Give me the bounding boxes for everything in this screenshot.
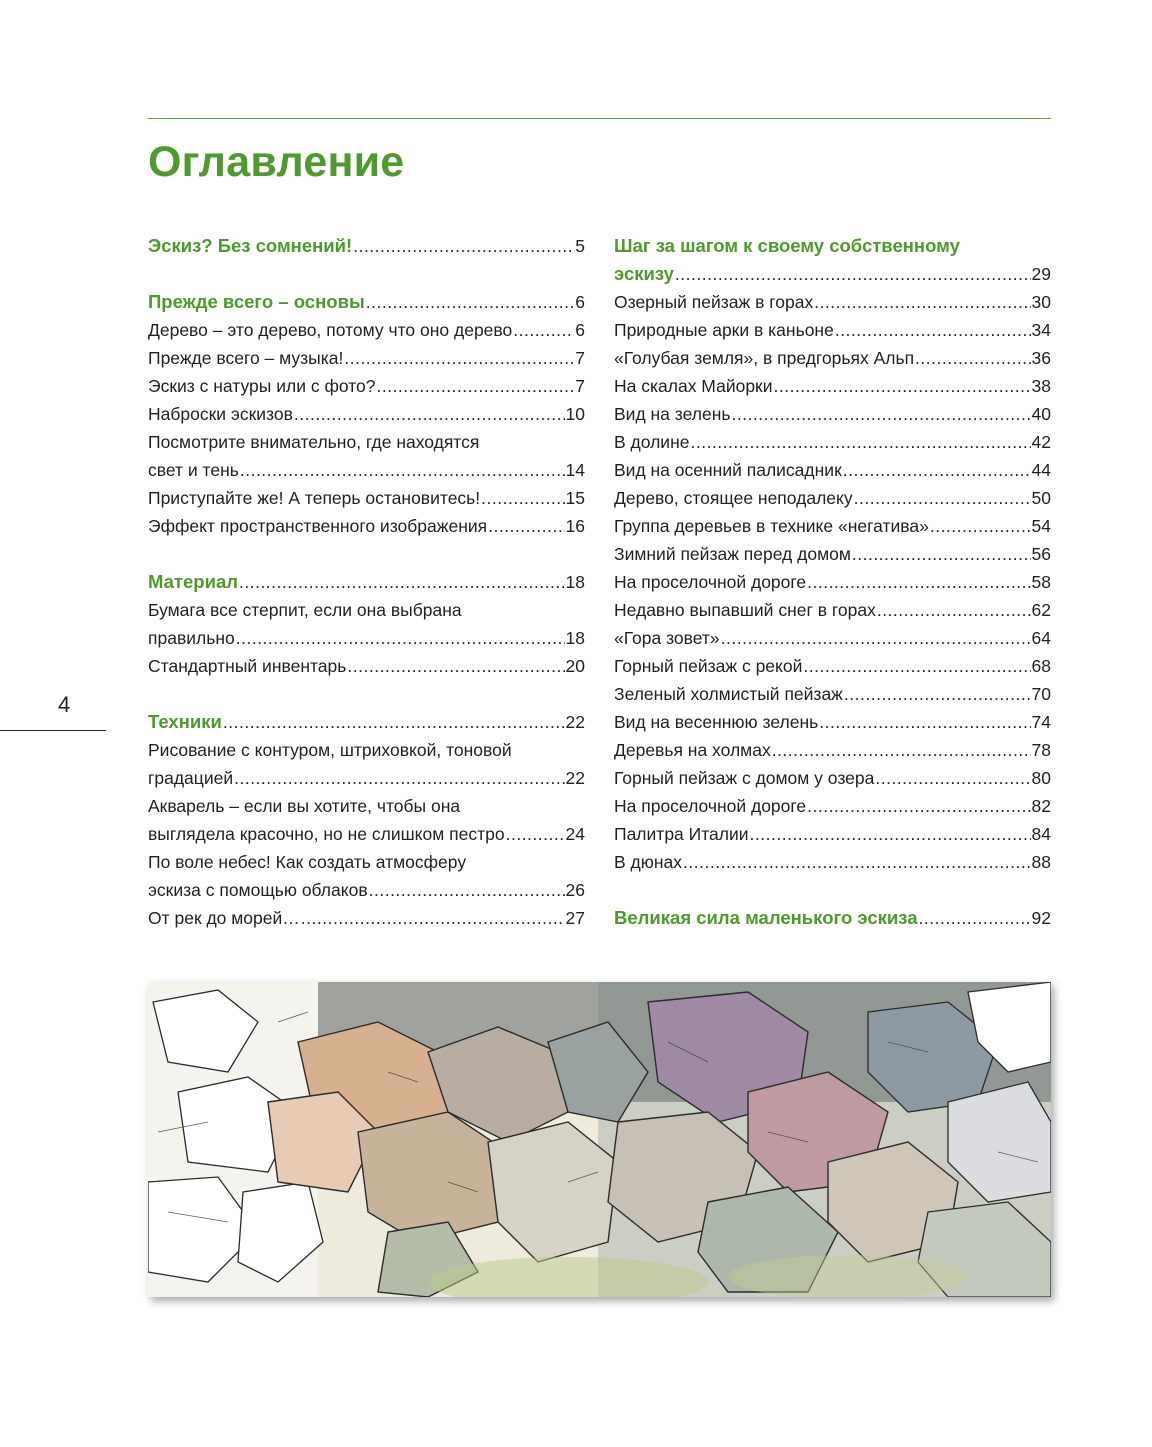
toc-page-number: 54 <box>1031 516 1051 536</box>
toc-entry-title: Прежде всего – музыка! <box>148 348 344 368</box>
toc-entry-title: свет и тень <box>148 460 239 480</box>
toc-page-number: 16 <box>565 516 585 536</box>
toc-entry-title: Вид на зелень <box>614 404 731 424</box>
toc-entry-text: Рисование с контуром, штриховкой, тоновой <box>148 740 512 760</box>
toc-entry[interactable] <box>148 876 585 904</box>
toc-page-number: 56 <box>1031 544 1051 564</box>
toc-page-number: 6 <box>575 320 585 340</box>
toc-entry[interactable] <box>614 512 1051 540</box>
toc-entry[interactable] <box>148 652 585 680</box>
toc-leader-dots <box>234 764 564 792</box>
toc-leader-dots <box>875 764 1030 792</box>
toc-page-number: 74 <box>1031 712 1051 732</box>
toc-page-number: 44 <box>1031 460 1051 480</box>
toc-entry[interactable] <box>148 400 585 428</box>
toc-entry-title: На проселочной дороге <box>614 572 807 592</box>
toc-page-number: 5 <box>575 236 585 256</box>
toc-entry[interactable] <box>148 764 585 792</box>
toc-entry-title: Зеленый холмистый пейзаж <box>614 684 843 704</box>
toc-entry-title: Дерево – это дерево, потому что оно дерево <box>148 320 513 340</box>
toc-entry[interactable] <box>614 540 1051 568</box>
toc-leader-dots <box>750 820 1031 848</box>
toc-entry[interactable] <box>148 624 585 652</box>
toc-entry-text: Бумага все стерпит, если она выбрана <box>148 600 462 620</box>
toc-leader-dots <box>344 344 574 372</box>
toc-entry[interactable] <box>614 372 1051 400</box>
toc-entry[interactable] <box>614 456 1051 484</box>
toc-leader-dots <box>835 316 1031 344</box>
toc-leader-dots <box>301 904 565 932</box>
toc-entry[interactable] <box>614 792 1051 820</box>
toc-section-heading[interactable] <box>148 288 585 316</box>
rocks-sketch-illustration <box>148 982 1051 1297</box>
toc-page-number: 92 <box>1031 908 1051 928</box>
toc-entry[interactable] <box>614 568 1051 596</box>
toc-leader-dots <box>376 372 574 400</box>
toc-page-number: 84 <box>1031 824 1051 844</box>
toc-entry-title: На проселочной дороге <box>614 796 807 816</box>
toc-section-heading[interactable] <box>148 232 585 260</box>
toc-entry[interactable] <box>148 820 585 848</box>
toc-page-number: 24 <box>565 824 585 844</box>
toc-leader-dots <box>683 848 1031 876</box>
toc-entry-title: В долине <box>614 432 690 452</box>
toc-entry-title: Деревья на холмах <box>614 740 771 760</box>
toc-entry[interactable] <box>148 316 585 344</box>
toc-entry-title: Прежде всего – основы <box>148 291 365 312</box>
toc-leader-dots <box>347 652 564 680</box>
toc-leader-dots <box>844 680 1031 708</box>
toc-leader-dots <box>721 624 1031 652</box>
toc-page-number: 82 <box>1031 796 1051 816</box>
toc-leader-dots <box>690 428 1030 456</box>
toc-page-number: 34 <box>1031 320 1051 340</box>
toc-entry-title: Эскиз с натуры или с фото? <box>148 376 376 396</box>
toc-entry-title: Недавно выпавший снег в горах <box>614 600 876 620</box>
rocks-sketch-svg <box>148 982 1051 1297</box>
toc-entry[interactable] <box>148 484 585 512</box>
toc-page-number: 22 <box>565 712 585 732</box>
toc-leader-dots <box>915 344 1030 372</box>
toc-leader-dots <box>369 876 565 904</box>
toc-page-number: 15 <box>565 488 585 508</box>
toc-entry[interactable] <box>614 344 1051 372</box>
toc-page-number: 42 <box>1031 432 1051 452</box>
toc-entry[interactable] <box>614 848 1051 876</box>
toc-page-number: 7 <box>575 376 585 396</box>
toc-page-number: 20 <box>565 656 585 676</box>
toc-entry-title: Материал <box>148 571 238 592</box>
toc-entry-title: Дерево, стоящее неподалеку <box>614 488 853 508</box>
toc-left-column <box>148 232 585 932</box>
toc-page-number: 80 <box>1031 768 1051 788</box>
toc-page-number: 36 <box>1031 348 1051 368</box>
toc-page-number: 18 <box>565 628 585 648</box>
toc-leader-dots <box>843 456 1031 484</box>
toc-entry[interactable] <box>614 624 1051 652</box>
toc-leader-dots <box>240 456 565 484</box>
toc-page-number: 26 <box>565 880 585 900</box>
toc-entry-title: Эффект пространственного изображения <box>148 516 488 536</box>
toc-entry[interactable] <box>614 400 1051 428</box>
toc-page-number: 38 <box>1031 376 1051 396</box>
toc-page-number: 68 <box>1031 656 1051 676</box>
toc-page-number: 14 <box>565 460 585 480</box>
toc-entry-title: Зимний пейзаж перед домом <box>614 544 851 564</box>
toc-gap <box>148 680 585 708</box>
toc-entry[interactable] <box>614 764 1051 792</box>
toc-page-number: 62 <box>1031 600 1051 620</box>
toc-entry-title: градацией <box>148 768 234 788</box>
toc-page-number: 50 <box>1031 488 1051 508</box>
toc-entry-title: правильно <box>148 628 235 648</box>
toc-gap <box>614 876 1051 904</box>
toc-page-number: 30 <box>1031 292 1051 312</box>
toc-leader-dots <box>772 736 1031 764</box>
toc-entry-title: В дюнах <box>614 852 683 872</box>
toc-leader-dots <box>481 484 564 512</box>
toc-entry-title: Горный пейзаж с рекой <box>614 656 803 676</box>
page-number: 4 <box>58 692 71 717</box>
toc-entry[interactable] <box>614 596 1051 624</box>
toc-entry-text: По воле небес! Как создать атмосферу <box>148 852 467 872</box>
toc-page-number: 7 <box>575 348 585 368</box>
toc-page-number: 78 <box>1031 740 1051 760</box>
toc-right-column <box>614 232 1051 932</box>
toc-entry[interactable] <box>148 372 585 400</box>
toc-page-number: 18 <box>565 572 585 592</box>
toc-entry[interactable] <box>614 680 1051 708</box>
toc-leader-dots <box>223 708 565 736</box>
toc-entry[interactable] <box>614 736 1051 764</box>
toc-entry[interactable] <box>148 904 585 932</box>
toc-page-number: 88 <box>1031 852 1051 872</box>
toc-entry-title: Вид на весеннюю зелень <box>614 712 819 732</box>
page-number-rule <box>0 730 106 731</box>
toc-entry-title: «Голубая земля», в предгорьях Альп <box>614 348 915 368</box>
toc-leader-dots <box>803 652 1030 680</box>
toc-entry-title: Озерный пейзаж в горах <box>614 292 814 312</box>
toc-entry-title: Наброски эскизов <box>148 404 293 424</box>
toc-entry[interactable] <box>614 708 1051 736</box>
toc-page-number: 10 <box>565 404 585 424</box>
toc-entry-title: Горный пейзаж с домом у озера <box>614 768 875 788</box>
toc-entry-title: Стандартный инвентарь <box>148 656 347 676</box>
toc-leader-dots <box>852 540 1031 568</box>
toc-section-heading[interactable] <box>614 904 1051 932</box>
toc-entry-title: Техники <box>148 711 222 732</box>
toc-entry-text: Акварель – если вы хотите, чтобы она <box>148 796 461 816</box>
toc-entry[interactable] <box>614 820 1051 848</box>
toc-entry-title: выглядела красочно, но не слишком пестро <box>148 824 505 844</box>
toc-leader-dots <box>236 624 565 652</box>
page-title: Оглавление <box>148 138 405 186</box>
toc-section-heading[interactable] <box>614 260 1051 288</box>
toc-leader-dots <box>814 288 1030 316</box>
toc-leader-dots <box>513 316 574 344</box>
toc-entry[interactable] <box>614 428 1051 456</box>
toc-page-number: 70 <box>1031 684 1051 704</box>
toc-entry[interactable] <box>614 652 1051 680</box>
toc-section-heading[interactable] <box>148 708 585 736</box>
toc-page-number: 6 <box>575 292 585 312</box>
toc-entry-title: Группа деревьев в технике «негатива» <box>614 516 929 536</box>
toc-entry[interactable] <box>614 288 1051 316</box>
toc-entry[interactable] <box>148 512 585 540</box>
toc-entry-title: На скалах Майорки <box>614 376 773 396</box>
toc-section-heading: Шаг за шагом к своему собственному <box>614 235 960 256</box>
toc-leader-dots <box>488 512 564 540</box>
toc-leader-dots <box>854 484 1031 512</box>
toc-entry[interactable] <box>148 344 585 372</box>
toc-leader-dots <box>877 596 1031 624</box>
toc-entry-title: Эскиз? Без сомнений! <box>148 235 353 256</box>
toc-leader-dots <box>919 904 1031 932</box>
toc-gap <box>148 260 585 288</box>
toc-entry-title: эскиза с помощью облаков <box>148 880 368 900</box>
toc-entry-title: Палитра Италии <box>614 824 749 844</box>
toc-entry-title: От рек до морей… <box>148 908 300 928</box>
toc-leader-dots <box>294 400 565 428</box>
toc-page-number: 40 <box>1031 404 1051 424</box>
toc-entry-text: Посмотрите внимательно, где находятся <box>148 432 480 452</box>
toc-leader-dots <box>239 568 565 596</box>
toc-leader-dots <box>731 400 1030 428</box>
toc-entry-title: эскизу <box>614 263 674 284</box>
toc-entry-title: «Гора зовет» <box>614 628 720 648</box>
toc-page-number: 22 <box>565 768 585 788</box>
toc-gap <box>148 540 585 568</box>
toc-leader-dots <box>506 820 565 848</box>
toc-entry[interactable] <box>614 316 1051 344</box>
toc-leader-dots <box>353 232 574 260</box>
toc-entry-title: Приступайте же! А теперь остановитесь! <box>148 488 481 508</box>
toc-entry-title: Природные арки в каньоне <box>614 320 834 340</box>
toc-entry-title: Великая сила маленького эскиза <box>614 907 918 928</box>
toc-section-heading[interactable] <box>148 568 585 596</box>
toc-leader-dots <box>930 512 1031 540</box>
toc-leader-dots <box>675 260 1031 288</box>
toc-entry[interactable] <box>614 484 1051 512</box>
toc-leader-dots <box>366 288 575 316</box>
toc-leader-dots <box>819 708 1030 736</box>
toc-leader-dots <box>807 792 1030 820</box>
toc-page-number: 27 <box>565 908 585 928</box>
toc-page-number: 58 <box>1031 572 1051 592</box>
toc-page-number: 29 <box>1031 264 1051 284</box>
top-rule <box>148 118 1051 119</box>
toc-entry-title: Вид на осенний палисадник <box>614 460 842 480</box>
toc-page-number: 64 <box>1031 628 1051 648</box>
toc-leader-dots <box>774 372 1031 400</box>
toc-entry[interactable] <box>148 456 585 484</box>
toc-leader-dots <box>807 568 1030 596</box>
